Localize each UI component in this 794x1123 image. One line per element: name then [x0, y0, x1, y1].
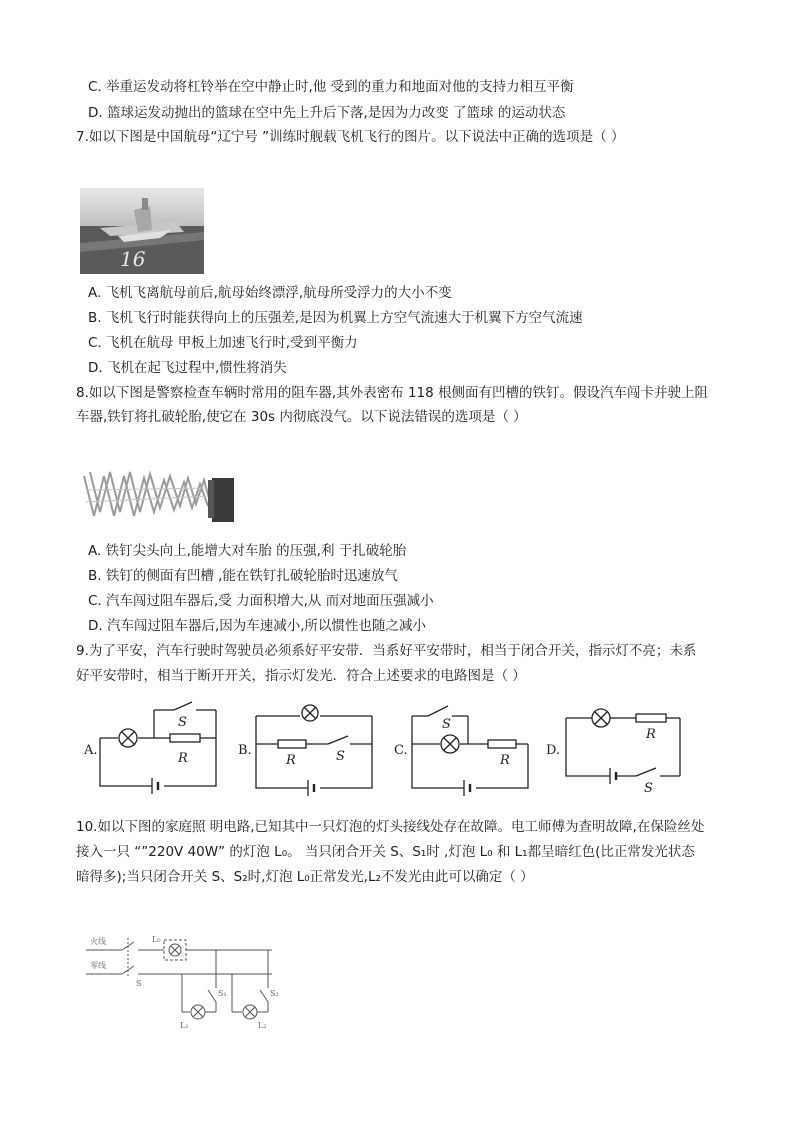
q10-neutral-wire-label: 零线	[90, 961, 106, 970]
circuit-b-switch-label: S	[336, 749, 345, 764]
q7-stem: 7.如以下图是中国航母“辽宁号 ”训练时舰载飞机飞行的图片。以下说法中正确的选项是（ ）	[76, 129, 625, 145]
q10-stem-line1: 10.如以下图的家庭照 明电路,已知其中一只灯泡的灯头接线处存在故障。电工师傅为查明故障,在保险丝处	[76, 819, 705, 835]
q10-stem-line2: 接入一只 “”220V 40W” 的灯泡 L₀。 当只闭合开关 S、S₁时 ,灯泡 L₀ 和 L₁都呈暗红色(比正常发光状态	[76, 844, 695, 860]
circuit-d-resistor-label: R	[646, 727, 656, 742]
circuit-d-switch-label: S	[644, 781, 653, 796]
circuit-a-resistor-label: R	[178, 751, 188, 766]
circuit-d	[566, 709, 680, 784]
q10-switch-s2-label: S₂	[270, 989, 279, 998]
q9-stem-line2: 好平安带时，相当于断开开关，指示灯发光．符合上述要求的电路图是（ ）	[76, 668, 526, 684]
q10-live-wire-label: 火线	[90, 937, 106, 946]
circuit-d-label: D.	[546, 743, 561, 758]
q7-option-c: C. 飞机在航母 甲板上加速飞行时,受到平衡力	[88, 335, 358, 351]
q8-option-a: A. 铁钉尖头向上,能增大对车胎 的压强,利 于扎破轮胎	[88, 543, 407, 559]
q10-lamp-l1-label: L₁	[180, 1021, 189, 1030]
circuit-a	[100, 702, 216, 794]
q9-circuit-diagrams	[80, 696, 700, 808]
q10-stem-line3: 暗得多);当只闭合开关 S、S₂时,灯泡 L₀正常发光,L₂不发光由此可以确定（ ）	[76, 869, 534, 885]
circuit-a-switch-label: S	[178, 715, 187, 730]
circuit-a-label: A.	[84, 743, 98, 758]
q8-option-b: B. 铁钉的侧面有凹槽 ,能在铁钉扎破轮胎时迅速放气	[88, 568, 398, 584]
q8-option-d: D. 汽车闯过阻车器后,因为车速减小,所以惯性也随之减小	[88, 618, 427, 634]
q7-deck-number: 16	[120, 247, 146, 271]
circuit-c	[412, 706, 528, 796]
q7-option-b: B. 飞机飞行时能获得向上的压强差,是因为机翼上方空气流速大于机翼下方空气流速	[88, 310, 583, 326]
q10-lamp-l0-label: L₀	[152, 935, 161, 944]
q6-option-c: C. 举重运发动将杠铃举在空中静止时,他 受到的重力和地面对他的支持力相互平衡	[88, 79, 574, 95]
q6-option-d: D. 篮球运发动抛出的篮球在空中先上升后下落,是因为力改变 了篮球 的运动状态	[88, 105, 566, 121]
q10-switch-s-label: S	[136, 979, 142, 988]
q8-stem-line2: 车器,铁钉将扎破轮胎,使它在 30s 内彻底没气。以下说法错误的选项是（ ）	[76, 409, 527, 425]
circuit-b-resistor-label: R	[286, 753, 296, 768]
q7-option-a: A. 飞机飞离航母前后,航母始终漂浮,航母所受浮力的大小不变	[88, 285, 452, 301]
q8-spike-strip-photo	[80, 462, 236, 526]
circuit-c-resistor-label: R	[500, 753, 510, 768]
circuit-b	[256, 705, 372, 796]
q10-switch-s1-label: S₁	[218, 989, 227, 998]
q9-stem-line1: 9.为了平安，汽车行驶时驾驶员必须系好平安带．当系好平安带时，相当于闭合开关，指示灯不亮；未系	[76, 643, 697, 659]
circuit-b-label: B.	[238, 743, 252, 758]
q8-stem-line1: 8.如以下图是警察检查车辆时常用的阻车器,其外表密布 118 根侧面有凹槽的铁钉。假设汽车闯卡并驶上阻	[76, 385, 709, 401]
q7-option-d: D. 飞机在起飞过程中,惯性将消失	[88, 360, 287, 376]
q10-household-circuit-diagram	[82, 928, 282, 1032]
circuit-c-switch-label: S	[442, 717, 451, 732]
circuit-c-label: C.	[394, 743, 408, 758]
q7-carrier-photo	[80, 188, 204, 274]
q8-option-c: C. 汽车闯过阻车器后,受 力面积增大,从 而对地面压强减小	[88, 593, 434, 609]
q10-lamp-l2-label: L₂	[258, 1021, 267, 1030]
